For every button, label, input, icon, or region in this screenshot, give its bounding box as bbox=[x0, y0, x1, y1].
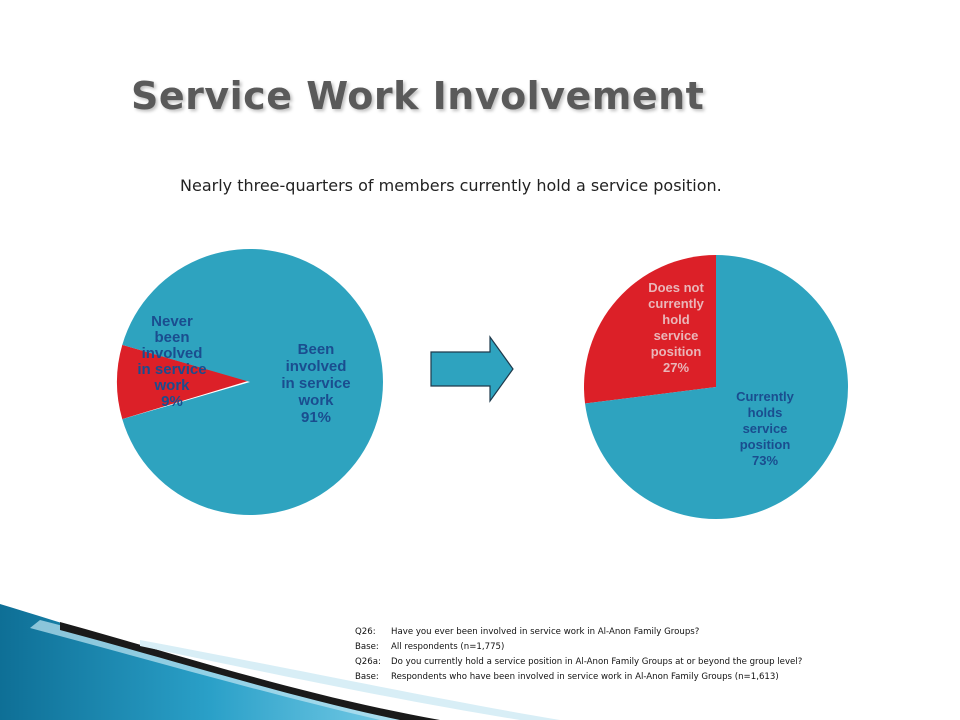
footnote-text: Respondents who have been involved in service work in Al-Anon Family Groups (n=1,613) bbox=[391, 672, 779, 682]
slide-subtitle: Nearly three-quarters of members currently hold a service position. bbox=[180, 176, 722, 195]
footnote-text: Have you ever been involved in service work in Al-Anon Family Groups? bbox=[391, 627, 700, 637]
slide-title: Service Work Involvement bbox=[131, 74, 705, 118]
slice-label-line: work bbox=[298, 392, 334, 409]
footnote-code: Q26: bbox=[355, 627, 376, 637]
footnote-code: Base: bbox=[355, 642, 379, 652]
slice-label-line: involved bbox=[285, 358, 347, 375]
slice-label-line: Never bbox=[151, 313, 193, 330]
footnote-code: Q26a: bbox=[355, 657, 381, 667]
slice-label-line: holds bbox=[747, 405, 783, 420]
slice-percent-label: 27% bbox=[662, 360, 690, 375]
slice-label-line: in service bbox=[137, 361, 207, 378]
slice-label-line: position bbox=[650, 344, 702, 359]
slice-label-line: position bbox=[739, 437, 791, 452]
footnotes bbox=[355, 625, 802, 685]
footnote-row bbox=[355, 655, 802, 670]
slice-percent-label: 91% bbox=[300, 409, 332, 426]
slice-label-line: Currently bbox=[736, 389, 794, 404]
slice-label-line: currently bbox=[648, 296, 704, 311]
slice-label-line: Does not bbox=[648, 280, 704, 295]
slice-percent-label: 9% bbox=[161, 393, 183, 410]
slice-label-line: work bbox=[154, 377, 190, 394]
slice-label-line: in service bbox=[281, 375, 351, 392]
slice-label-line: hold bbox=[662, 312, 690, 327]
footnote-row bbox=[355, 640, 802, 655]
slice-label-line: Been bbox=[297, 341, 335, 358]
footnote-text: All respondents (n=1,775) bbox=[391, 642, 505, 652]
slice-percent-label: 73% bbox=[751, 453, 779, 468]
slice-label-line: service bbox=[653, 328, 699, 343]
footnote-text: Do you currently hold a service position in Al-Anon Family Groups at or beyond the group level? bbox=[391, 657, 803, 667]
slice-label-line: involved bbox=[141, 345, 203, 362]
slice-label-line: service bbox=[742, 421, 788, 436]
footnote-row bbox=[355, 670, 802, 685]
slice-label-line: been bbox=[154, 329, 190, 346]
footnote-code: Base: bbox=[355, 672, 379, 682]
footnote-row bbox=[355, 625, 802, 640]
